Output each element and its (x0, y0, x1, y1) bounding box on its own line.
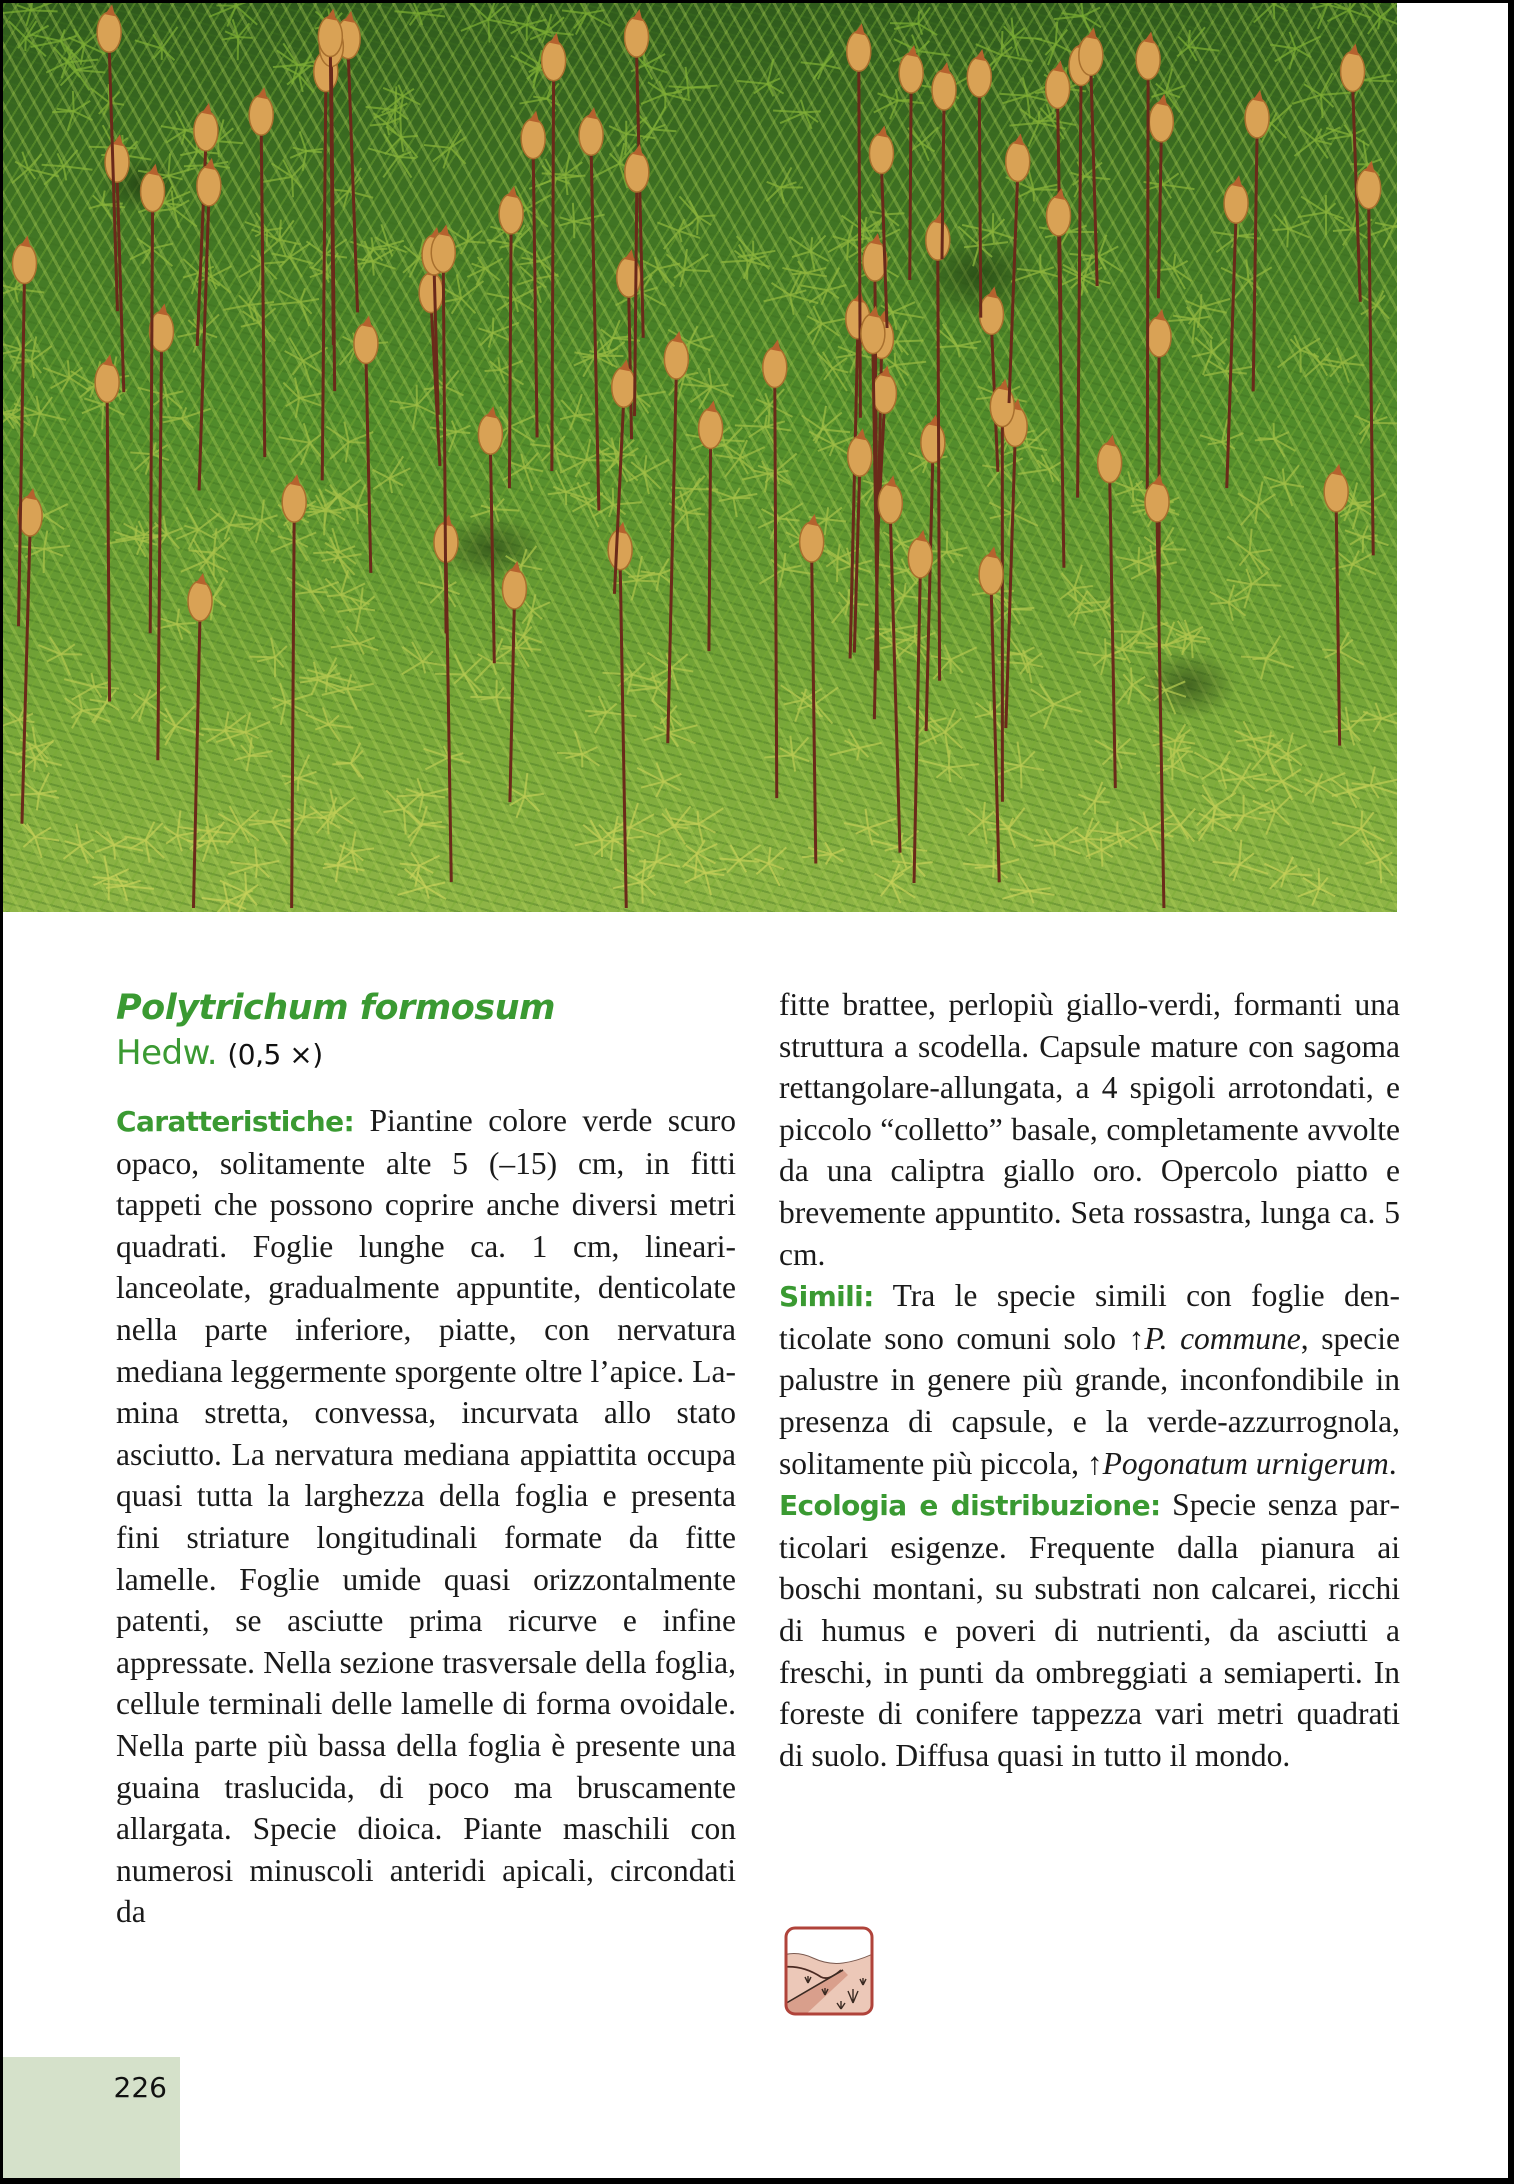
forest-floor-habitat-icon (783, 1925, 875, 2017)
moss-tuft (1213, 840, 1269, 882)
moss-tuft (23, 823, 59, 857)
moss-tuft (1200, 419, 1243, 453)
moss-tuft (540, 152, 582, 195)
cross-ref-p-commune[interactable]: P. commune (1144, 1320, 1301, 1356)
moss-tuft (801, 51, 841, 79)
species-author-line (116, 1030, 736, 1078)
moss-tuft (1264, 857, 1312, 889)
photo-scale: (0,5 ×) (227, 1038, 323, 1071)
characteristics-label: Caratteristiche: (116, 1105, 355, 1138)
moss-tuft (385, 115, 418, 158)
moss-tuft (987, 808, 1034, 848)
moss-tuft (92, 856, 128, 900)
moss-tuft (1227, 569, 1282, 608)
moss-tuft (931, 645, 977, 679)
moss-tuft (478, 318, 518, 348)
moss-tuft (435, 654, 482, 696)
moss-tuft (562, 3, 610, 35)
moss-tuft (585, 696, 636, 733)
moss-tuft (14, 531, 70, 573)
page-number: 226 (113, 2071, 167, 2104)
moss-tuft (1197, 806, 1231, 841)
moss-tuft (1238, 482, 1276, 526)
moss-tuft (394, 3, 445, 25)
moss-tuft (285, 338, 328, 385)
moss-tuft (797, 687, 838, 723)
species-name: Polytrichum formosum (116, 988, 556, 1028)
moss-tuft (918, 709, 962, 757)
moss-tuft (1272, 214, 1309, 247)
moss-tuft (737, 59, 783, 96)
characteristics-text: Piantine colore verde scuro opaco, solitamente alte 5 (–15) cm, in fitti tappeti che possono coprire anche diversi metri quadrati. Foglie lunghe ca. 1 cm, lineari-lanceolate, gradualmente appuntite, denticolate nella parte inferiore, piatte, con nervatura mediana leggermente sporgente oltre l’apice. Lamina stretta, convessa, incurvata allo stato asciutto. La nervatura mediana appiattita occupa quasi tutta la larghezza della foglia e presenta fini striature longitudinali formate da fitte lamelle. Foglie umide quasi orizzontalmente patenti, se asciutte prima ricurve e infine appressate. Nella sezione trasversale della foglia, cellule terminali delle lamelle di forma ovoidale. Nella parte più bassa della foglia è presente una guaina traslucida, di poco ma bruscamente allargata. Specie dioica. Piante maschili con numerosi minuscoli anteridi apicali, circondati da (116, 1103, 736, 1930)
characteristics-continued: fitte brattee, perlopiù giallo-verdi, formanti una struttura a scodella. Capsule mature con sagoma rettangolare-allungata, a 4 spigoli arrotondati, e piccolo “colletto” basale, completamente avvolte da una caliptra giallo oro. Opercolo piatto e brevemente appuntito. Seta rossastra, lunga ca. 5 cm. (779, 987, 1400, 1272)
moss-tuft (283, 54, 314, 92)
moss-tuft (1253, 796, 1291, 835)
moss-tuft (1253, 765, 1303, 800)
moss-tuft (817, 352, 848, 391)
moss-tuft (1298, 195, 1344, 235)
moss-tuft (874, 864, 915, 903)
moss-tuft (1070, 161, 1110, 197)
moss-tuft (1348, 767, 1397, 799)
moss-tuft (657, 219, 700, 249)
moss-tuft (735, 415, 791, 449)
moss-tuft (290, 131, 323, 170)
moss-tuft (3, 391, 18, 428)
moss-tuft (131, 686, 167, 721)
moss-tuft (441, 274, 483, 314)
moss-capsule (979, 286, 1003, 471)
species-photo (3, 3, 1397, 912)
similar-species-text-1: Tra le specie simili con foglie denticolate sono comuni solo (779, 1278, 1400, 1356)
moss-capsule (899, 45, 923, 280)
moss-capsule (521, 111, 545, 438)
moss-tuft (52, 91, 92, 131)
moss-tuft (234, 737, 272, 771)
moss-tuft (629, 455, 669, 494)
moss-tuft (508, 773, 544, 818)
cross-ref-arrow-icon: ↑ (1086, 1445, 1103, 1481)
moss-tuft (9, 21, 49, 56)
moss-tuft (1333, 208, 1372, 246)
moss-tuft (560, 394, 593, 430)
moss-tuft (91, 84, 124, 115)
moss-tuft (802, 842, 845, 864)
moss-tuft (936, 324, 981, 357)
moss-tuft (1011, 254, 1062, 293)
moss-tuft (1354, 403, 1397, 444)
moss-tuft (1060, 565, 1092, 607)
moss-tuft (389, 385, 441, 430)
moss-tuft (1077, 638, 1127, 675)
moss-tuft (10, 773, 59, 810)
moss-tuft (666, 249, 710, 287)
moss-tuft (241, 306, 276, 342)
moss-tuft (1345, 525, 1389, 552)
moss-tuft (461, 3, 517, 43)
moss-tuft (637, 763, 681, 798)
moss-tuft (892, 847, 933, 877)
moss-tuft (424, 746, 471, 772)
moss-capsule (1098, 435, 1122, 789)
moss-tuft (1304, 773, 1345, 803)
moss-tuft (270, 288, 319, 326)
moss-tuft (706, 488, 757, 517)
moss-tuft (908, 127, 938, 161)
moss-capsule (419, 265, 443, 466)
moss-tuft (467, 257, 502, 285)
moss-tuft (758, 503, 802, 539)
moss-tuft (1144, 670, 1186, 714)
similar-species-text-2: , specie palustre in genere più grande, inconfondibile in presenza di capsule, e la verde-azzurrognola, solitamente più piccola, (779, 1320, 1400, 1481)
moss-tuft (418, 566, 460, 607)
moss-tuft (430, 421, 470, 453)
moss-tuft (641, 81, 691, 108)
moss-tuft (802, 406, 850, 443)
moss-tuft (3, 702, 34, 737)
moss-tuft (332, 743, 363, 779)
moss-tuft (874, 89, 924, 119)
moss-tuft (668, 67, 717, 99)
moss-tuft (1362, 840, 1393, 883)
page-number-tab (3, 2057, 180, 2178)
moss-tuft (1322, 632, 1364, 670)
text-column-right (779, 984, 1400, 1776)
moss-tuft (470, 680, 514, 714)
moss-capsule (502, 561, 526, 802)
moss-tuft (992, 589, 1035, 625)
moss-tuft (636, 840, 680, 877)
moss-tuft (249, 638, 287, 678)
moss-tuft (271, 243, 313, 277)
moss-tuft (282, 755, 318, 791)
moss-tuft (38, 637, 82, 675)
moss-tuft (3, 336, 40, 371)
moss-tuft (283, 378, 324, 418)
moss-tuft (1074, 591, 1116, 633)
moss-tuft (1018, 455, 1062, 482)
moss-capsule (878, 475, 902, 852)
moss-capsule (18, 488, 42, 824)
moss-tuft (1153, 724, 1195, 765)
similar-species-label: Simili: (779, 1280, 874, 1314)
moss-tuft (1177, 27, 1219, 61)
ecology-text: Specie senza particolari esigenze. Frequente dalla pianura ai boschi montani, su substrati non calcarei, ricchi di humus e poveri di nutrienti, da asciutti a freschi, in punti da ombreggiati a semiaperti. In foreste di conifere tappezza vari metri quadrati di suolo. Diffusa quasi in tutto il mondo. (779, 1487, 1400, 1773)
moss-tuft (1298, 868, 1335, 905)
moss-capsule (1136, 32, 1160, 490)
moss-tuft (1144, 170, 1195, 199)
moss-tuft (1371, 215, 1397, 247)
moss-capsule (354, 316, 378, 573)
moss-tuft (1362, 3, 1397, 34)
moss-capsules-illustration (3, 3, 1397, 912)
moss-tuft (764, 271, 819, 314)
moss-tuft (628, 672, 671, 700)
moss-tuft (222, 19, 253, 60)
moss-tuft (1332, 811, 1385, 846)
moss-tuft (424, 130, 466, 169)
moss-tuft (1054, 3, 1101, 32)
moss-tuft (1264, 465, 1304, 506)
moss-tuft (398, 869, 446, 899)
moss-tuft (42, 150, 93, 185)
species-author: Hedw. (116, 1033, 218, 1073)
moss-tuft (65, 695, 110, 729)
moss-capsule (967, 49, 991, 318)
moss-tuft (1326, 125, 1369, 152)
moss-tuft (963, 847, 1019, 878)
moss-tuft (373, 224, 407, 256)
moss-tuft (43, 360, 89, 392)
moss-tuft (742, 461, 792, 492)
moss-tuft (1030, 684, 1082, 729)
moss-capsule (869, 125, 893, 328)
moss-tuft (869, 194, 904, 232)
moss-capsule (478, 406, 502, 663)
moss-tuft (807, 306, 849, 345)
cross-ref-pogonatum-urnigerum[interactable]: Pogonatum urnigerum (1102, 1445, 1389, 1481)
moss-tuft (670, 808, 723, 842)
moss-tuft (1101, 633, 1152, 663)
moss-tuft (261, 160, 304, 198)
moss-tuft (218, 806, 258, 845)
moss-tuft (1254, 3, 1289, 23)
moss-tuft (1078, 782, 1109, 815)
moss-tuft (306, 707, 354, 741)
moss-tuft (1323, 707, 1367, 746)
ecology-label: Ecologia e distribuzione: (779, 1489, 1161, 1523)
moss-tuft (919, 750, 979, 782)
moss-tuft (1358, 291, 1389, 319)
moss-tuft (1270, 32, 1321, 70)
moss-tuft (679, 196, 715, 235)
moss-tuft (764, 736, 809, 772)
moss-tuft (830, 729, 882, 761)
moss-tuft (279, 423, 323, 465)
moss-tuft (1241, 636, 1294, 680)
moss-tuft (559, 203, 605, 238)
ecology-paragraph (779, 1484, 1400, 1776)
moss-tuft (754, 389, 792, 428)
moss-tuft (485, 357, 524, 384)
moss-capsule (1324, 464, 1348, 746)
moss-tuft (773, 100, 821, 129)
moss-tuft (368, 134, 416, 178)
moss-tuft (331, 626, 378, 654)
moss-capsule (1224, 175, 1248, 488)
moss-tuft (1168, 307, 1212, 344)
similar-species-text-3: . (1388, 1445, 1397, 1481)
moss-tuft (927, 531, 967, 566)
moss-tuft (1255, 423, 1296, 457)
moss-capsule (699, 400, 723, 651)
cross-ref-arrow-icon: ↑ (1128, 1320, 1145, 1356)
moss-tuft (470, 498, 519, 522)
moss-tuft (789, 235, 828, 271)
moss-tuft (10, 336, 52, 378)
moss-tuft (238, 499, 278, 542)
moss-tuft (1235, 721, 1281, 757)
similar-species-paragraph (779, 1275, 1400, 1484)
moss-tuft (844, 809, 896, 845)
moss-tuft (176, 507, 219, 549)
moss-tuft (90, 690, 119, 723)
moss-tuft (1186, 294, 1231, 328)
moss-tuft (130, 442, 169, 474)
moss-tuft (1002, 873, 1054, 903)
moss-tuft (1350, 703, 1397, 732)
moss-tuft (1273, 733, 1307, 777)
moss-tuft (890, 7, 937, 35)
moss-tuft (1194, 751, 1245, 789)
moss-capsule (1357, 161, 1381, 556)
moss-tuft (557, 731, 600, 767)
moss-tuft (372, 456, 410, 493)
moss-tuft (1227, 529, 1271, 574)
moss-tuft (402, 642, 449, 674)
moss-tuft (1221, 259, 1272, 298)
moss-tuft (754, 847, 786, 886)
text-column-left (116, 984, 736, 1933)
moss-tuft (766, 167, 803, 203)
moss-tuft (407, 806, 445, 846)
moss-tuft (201, 711, 246, 746)
moss-tuft (63, 824, 93, 864)
book-page (3, 3, 1508, 2178)
moss-tuft (487, 283, 542, 312)
moss-tuft (306, 230, 347, 279)
moss-tuft (125, 822, 165, 863)
moss-tuft (228, 847, 279, 877)
moss-tuft (593, 320, 640, 356)
moss-tuft (135, 27, 178, 60)
moss-tuft (758, 453, 797, 484)
moss-capsule (1079, 27, 1103, 286)
characteristics-paragraph (116, 1100, 736, 1933)
moss-capsule (1047, 188, 1071, 568)
moss-tuft (1160, 804, 1195, 842)
